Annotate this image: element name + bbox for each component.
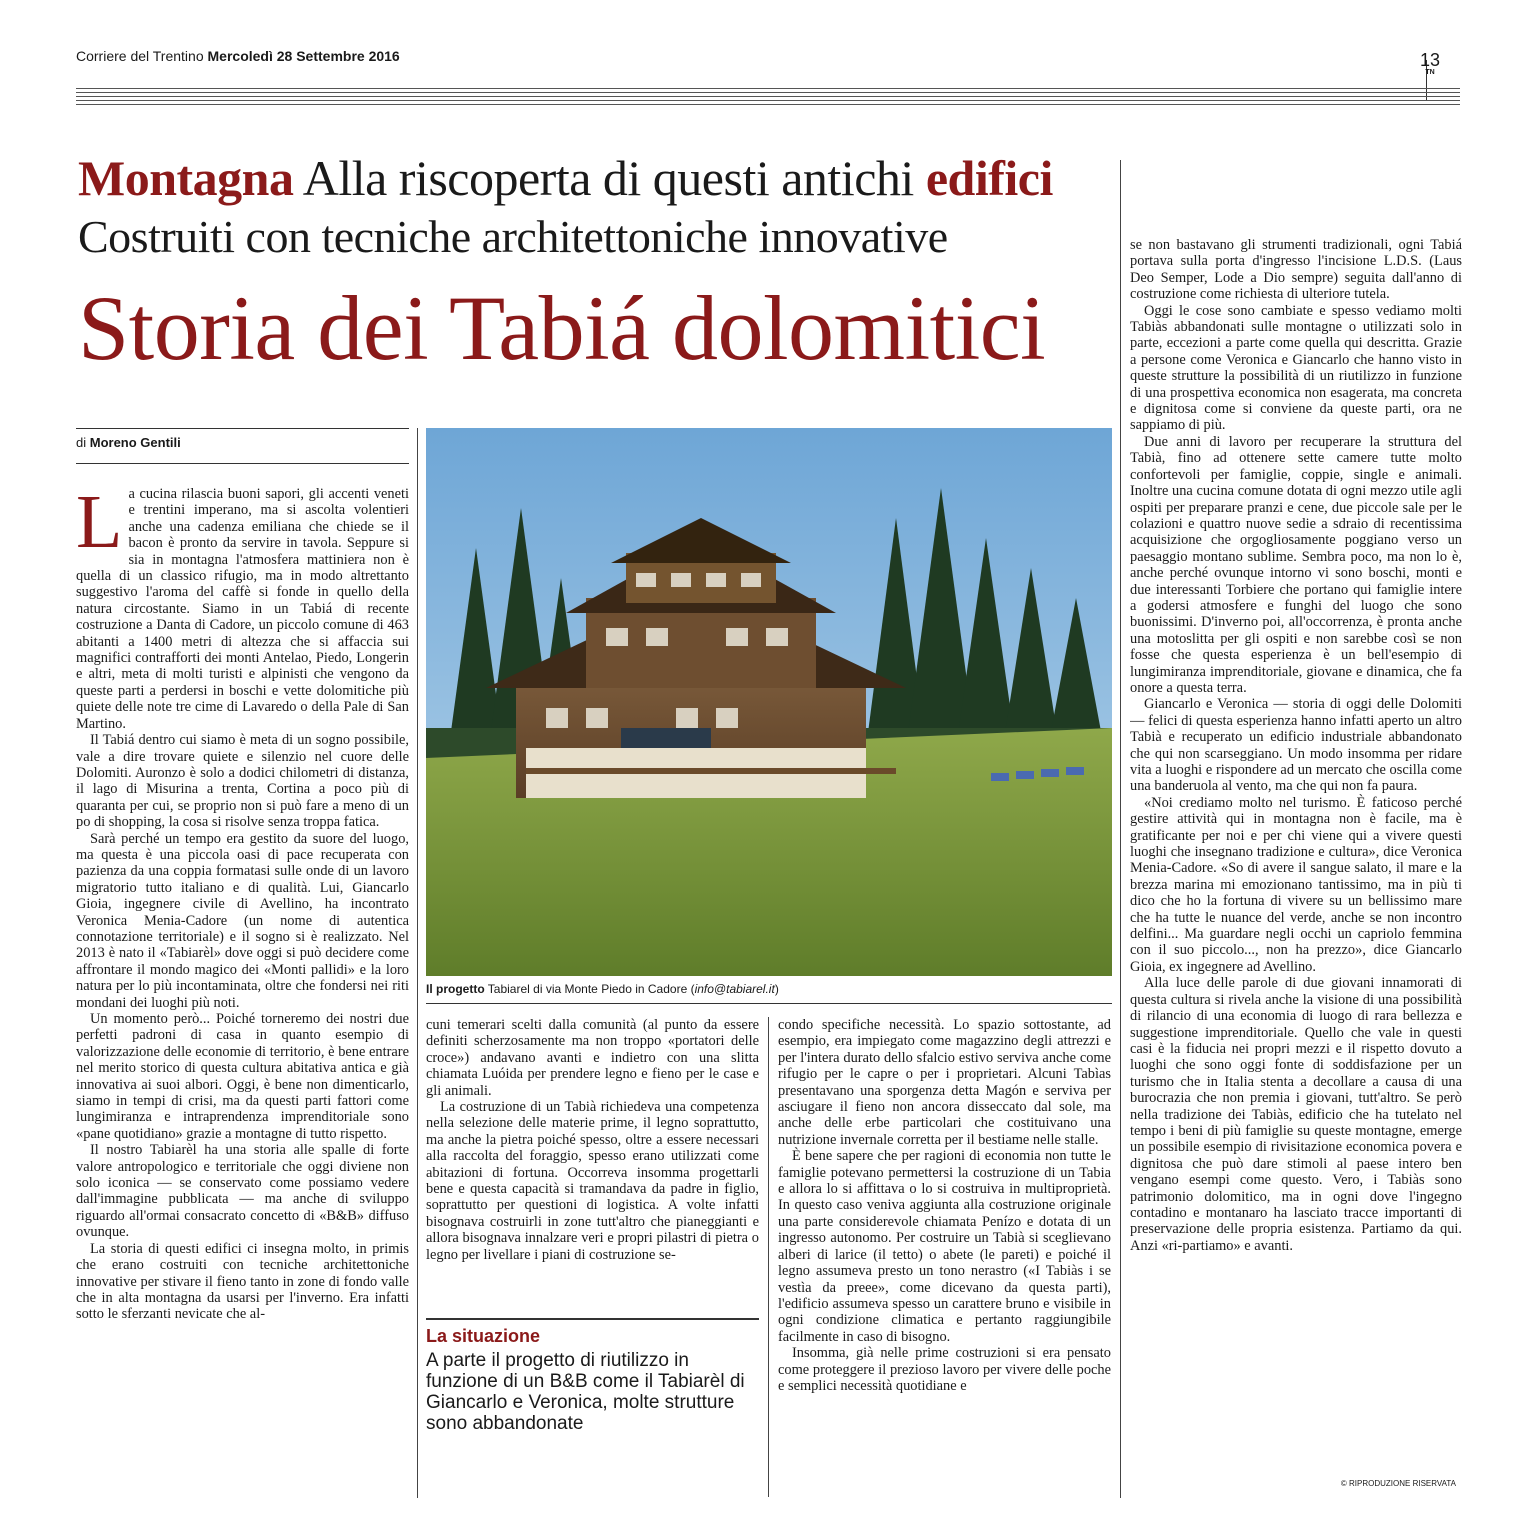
paragraph: Sarà perché un tempo era gestito da suore del luogo, ma questa è una piccola oasi di pace recuperata con pazienza da una coppia formatasi sulle onde di un lavoro migratorio tutto italiano e di qualità. Lui, Giancarlo Gioia, ingegnere civile di Avellino, ha incontrato Veronica Menia-Cadore (un nome di autentica connotazione territoriale) e il sogno si è realizzato. Nel 2013 è nato il «Tabiarèl» dove oggi si può decidere come affrontare il mondo magico dei «Monti pallidi» e la loro natura per lo più incontaminata, oltre che fondersi nei riti mondani dei luoghi più noti. (76, 830, 409, 1011)
byline-rule-top (76, 428, 409, 429)
paragraph: Il Tabiá dentro cui siamo è meta di un sogno possibile, vale a dire trovare quiete e silenzio nel cuore delle Dolomiti. Auronzo è solo a dodici chilometri di distanza, il lago di Misurina a trenta, Cortina a poco più di quaranta per cui, se proprio non si può fare a meno di un po di shopping, la cosa si risolve senza troppa fatica. (76, 732, 409, 831)
caption-email: info@tabiarel.it (694, 982, 775, 996)
column-divider (768, 1017, 769, 1497)
box-text: A parte il progetto di riutilizzo in funzione di un B&B come il Tabiarèl di Giancarlo e Veronica, molte strutture sono abbandonate (426, 1350, 745, 1434)
newspaper-name: Corriere del Trentino (76, 48, 204, 64)
caption-close: ) (774, 982, 779, 996)
article-column-1 (76, 486, 409, 1496)
paragraph: Due anni di lavoro per recuperare la struttura del Tabià, fino ad ottenere sette camere tutte molto confortevoli per famiglie, coppie, single e animali. Inoltre una cucina comune dotata di ogni mezzo utile agli ospiti per preparare pranzi e cene, due piccole sale per le colazioni e quattro nuove sedie a sdraio di recentissima acquisizione che orgogliosamente poggiano verso un paesaggio montano sublime. Sembra poco, ma non lo è, anche perché ovunque intorno vi sono boschi, monti e due interessanti Torbiere che portano qui famiglie intere a godersi atmosfere e funghi del luogo che sono buonissimi. D'inverno poi, all'occorrenza, è pronta anche una motoslitta per gli ospiti e non sarebbe così se non fosse che questa esperienza è un bell'esempio di lungimiranza imprenditoriale, giovane e dinamica, che fa onore a questa terra. (1130, 433, 1462, 696)
box-title: La situazione (426, 1326, 541, 1346)
paragraph: «Noi crediamo molto nel turismo. È faticoso perché gestire attività qui in montagna non è facile, ma è gratificante per noi e per chi viene qui a vivere questi luoghi che insegnano tradizione e cultura», dice Veronica Menia-Cadore. «So di avere il sangue salato, il mare e la brezza marina mi emozionano tantissimo, ma in più ti dico che ho la fortuna di vivere su un bellissimo mare che ha tutte le nuance del verde, anche se non incontro delfini... Ma guardare negli occhi un capriolo femmina con il suo piccolo..., non ha prezzo», dice Giancarlo Gioia, ex ingegnere ad Avellino. (1130, 794, 1462, 975)
paragraph: Insomma, già nelle prime costruzioni si era pensato come proteggere il prezioso lavoro per vivere delle poche e semplici necessità quotidiane e (778, 1345, 1111, 1394)
edition-mark: TN (1425, 69, 1435, 76)
photo-illustration (426, 428, 1112, 976)
column-divider (417, 428, 418, 1498)
kicker-text: Alla riscoperta di questi antichi (293, 150, 926, 206)
paragraph: se non bastavano gli strumenti tradizionali, ogni Tabiá portava sulla porta d'ingresso l'incisione L.D.S. (Laus Deo Semper, Lode a Dio sempre) seguita dall'anno di costruzione come richiesta di ulteriore tutela. (1130, 237, 1462, 303)
section-label: Montagna (78, 150, 294, 206)
kicker-highlight: edifici (925, 150, 1053, 206)
box-rule (426, 1318, 759, 1320)
photo-caption (426, 982, 1112, 996)
page-number (1420, 50, 1440, 76)
byline (76, 435, 181, 450)
kicker (78, 152, 1053, 204)
paragraph: Alla luce delle parole di due giovani innamorati di questa cultura si rivela anche la visione di una possibilità di rilancio di una economia di luogo di rara bellezza e suggestione imprenditoriale. Quello che vale in questi casi è la fiducia nei propri mezzi e il rispetto dovuto a luoghi che sono oggi fonte di soddisfazione per un turismo che in Italia stenta a decollare a causa di una burocrazia che non premia i giovani, tutt'altro. Se però nella tradizione dei Tabiàs, edificio che ha tutelato nel tempo i beni di più famiglie su queste montagne, emerge un possibile esempio di rivisitazione economica povera e dignitosa che può dare stimoli al paese intero ben vengano esempi come questo. Vero, i Tabiàs sono patrimonio dolomitico, ma in ogni dove l'ingegno contadino e montanaro ha lasciato tracce importanti di preservazione delle propria esistenza. Partiamo da qui. Anzi «ri-partiamo» e avanti. (1130, 975, 1462, 1254)
paragraph: Un momento però... Poiché torneremo dei nostri due perfetti padroni di casa in quanto esempio di valorizzazione delle economie di territorio, è bene entrare nel merito storico di questa cultura abitativa antica e già innovativa ai suoi albori. Oggi, è bene non dimenticarlo, siamo in tempi di crisi, ma da questi parti fattori come lungimiranza e intraprendenza imprenditoriale sono «pane quotidiano» grazie a montagne di tutto rispetto. (76, 1011, 409, 1142)
paragraph: La storia di questi edifici ci insegna molto, in primis che erano costruiti con tecniche architettoniche innovative per stivare il fieno tanto in zone di fondo valle che in alta montagna da usarsi per l'inverno. Era infatti sotto le sferzanti nevicate che al- (76, 1240, 409, 1323)
header-hatch-rule (76, 88, 1460, 108)
page-number-value: 13 (1419, 50, 1440, 70)
byline-rule-bottom (76, 463, 409, 464)
main-title: Storia dei Tabiá dolomitici (78, 277, 1046, 379)
masthead (76, 48, 400, 64)
column-divider (1120, 160, 1121, 1498)
drop-cap: L (76, 486, 123, 564)
caption-rule (426, 1003, 1112, 1004)
byline-prefix: di (76, 435, 87, 450)
paragraph: Il nostro Tabiarèl ha una storia alle spalle di forte valore antropologico e territoriale che oggi diviene non solo iconica — se conservato come possiamo vedere dall'immagine pubblicata — ma anche di sviluppo riguardo all'ormai consacrato concetto di «B&B» diffuso ovunque. (76, 1142, 409, 1241)
paragraph: a cucina rilascia buoni sapori, gli accenti veneti e trentini imperano, ma si ascolta volentieri anche una cadenza emiliana che chiede se il bacon è pronto da servire in tavola. Seppure si sia in montagna l'atmosfera mattiniera non è quella di un classico rifugio, ma in modo altrettanto suggestivo l'aroma del caffè si fonde in quello della natura circostante. Siamo in un Tabiá di recente costruzione a Danta di Cadore, un piccolo comune di 463 abitanti a 1400 metri di altezza che si affaccia sui magnifici contrafforti dei monti Antelao, Piedo, Longerin e altri, meta di molti turisti e alpinisti che vengono da queste parti a perdersi in boschi e vette dolomitiche più quiete delle note tre cime di Lavaredo o della Pale di San Martino. (76, 486, 409, 732)
byline-author: Moreno Gentili (89, 435, 181, 450)
article-column-3 (778, 1017, 1111, 1497)
subheadline: Costruiti con tecniche architettoniche innovative (78, 211, 948, 262)
publication-date: Mercoledì 28 Settembre 2016 (207, 48, 400, 64)
caption-text: Tabiarel di via Monte Piedo in Cadore ( (487, 982, 695, 996)
paragraph: condo specifiche necessità. Lo spazio sottostante, ad esempio, era impiegato come magazzino degli attrezzi e per l'intera durato dello sfalcio estivo serviva anche come rifugio per le capre o per i proprietari. Alcuni Tabìas presentavano una sporgenza detta Magón e serviva per asciugare il fieno non ancora disseccato dal sole, ma anche delle erbe particolari che costituivano una nutrizione invernale corretta per il bestiame nelle stalle. (778, 1017, 1111, 1148)
paragraph: cuni temerari scelti dalla comunità (al punto da essere definiti scherzosamente ma non troppo «portatori delle croce») andavano avanti e indietro con una slitta chiamata Luóida per prendere legno e fieno per le case e gli animali. (426, 1017, 759, 1099)
article-column-4 (1130, 237, 1462, 1497)
photo-tabiarel (426, 428, 1112, 976)
paragraph: La costruzione di un Tabià richiedeva una competenza nella selezione delle materie prime, il legno soprattutto, ma anche la pietra poiché spesso, oltre a essere necessari alla raccolta del foraggio, spesso erano utilizzati come abitazioni di fortuna. Occorreva insomma progettarli bene e questa capacità si tramandava da padre in figlio, soprattutto per questioni di logistica. A volte infatti bisognava costruirli in zone tutt'altro che pianeggianti e allora bisognava innalzare veri e propri pilastri di pietra o legno per livellare i piani di costruzione se- (426, 1099, 759, 1263)
paragraph: Oggi le cose sono cambiate e spesso vediamo molti Tabiàs abbandonati sulle montagne o utilizzati solo in parte, eccezioni a parte come quella qui descritta. Grazie a persone come Veronica e Giancarlo che hanno visto in queste strutture la possibilità di un riutilizzo in funzione di una prospettiva economica non esagerata, ma concreta e dignitosa come si conviene da queste parti, ora ne sappiamo di più. (1130, 302, 1462, 434)
caption-label: Il progetto (426, 982, 485, 996)
article-column-2 (426, 1017, 759, 1307)
paragraph: Giancarlo e Veronica — storia di oggi delle Dolomiti — felici di questa esperienza hanno infatti aperto un altro Tabià e recuperato un edificio industriale abbandonato che qui non scarseggiano. Un modo insomma per ridare vita a luoghi e rispondere ad un mercato che oscilla come una banderuola al vento, ma che qui non fa paura. (1130, 696, 1462, 795)
paragraph: È bene sapere che per ragioni di economia non tutte le famiglie potevano permettersi la costruzione di un Tabia e allora lo si affittava o lo si costruiva in multiproprietà. In questo caso veniva aggiunta alla costruzione originale una parte considerevole chiamata Penízo e dotata di un ingresso autonomo. Per costruire un Tabià si sceglievano alberi di larice (il tetto) o abete (le pareti) e poiché il legno assumeva presto un tono nerastro («I Tabiàs i se vestìa da preee», come dicevano da questa parti), l'edificio assumeva spesso un carattere bruno e visibile in ogni condizione climatica e pertanto raggiungibile facilmente in caso di bisogno. (778, 1148, 1111, 1345)
copyright-notice: © RIPRODUZIONE RISERVATA (1340, 1479, 1456, 1488)
